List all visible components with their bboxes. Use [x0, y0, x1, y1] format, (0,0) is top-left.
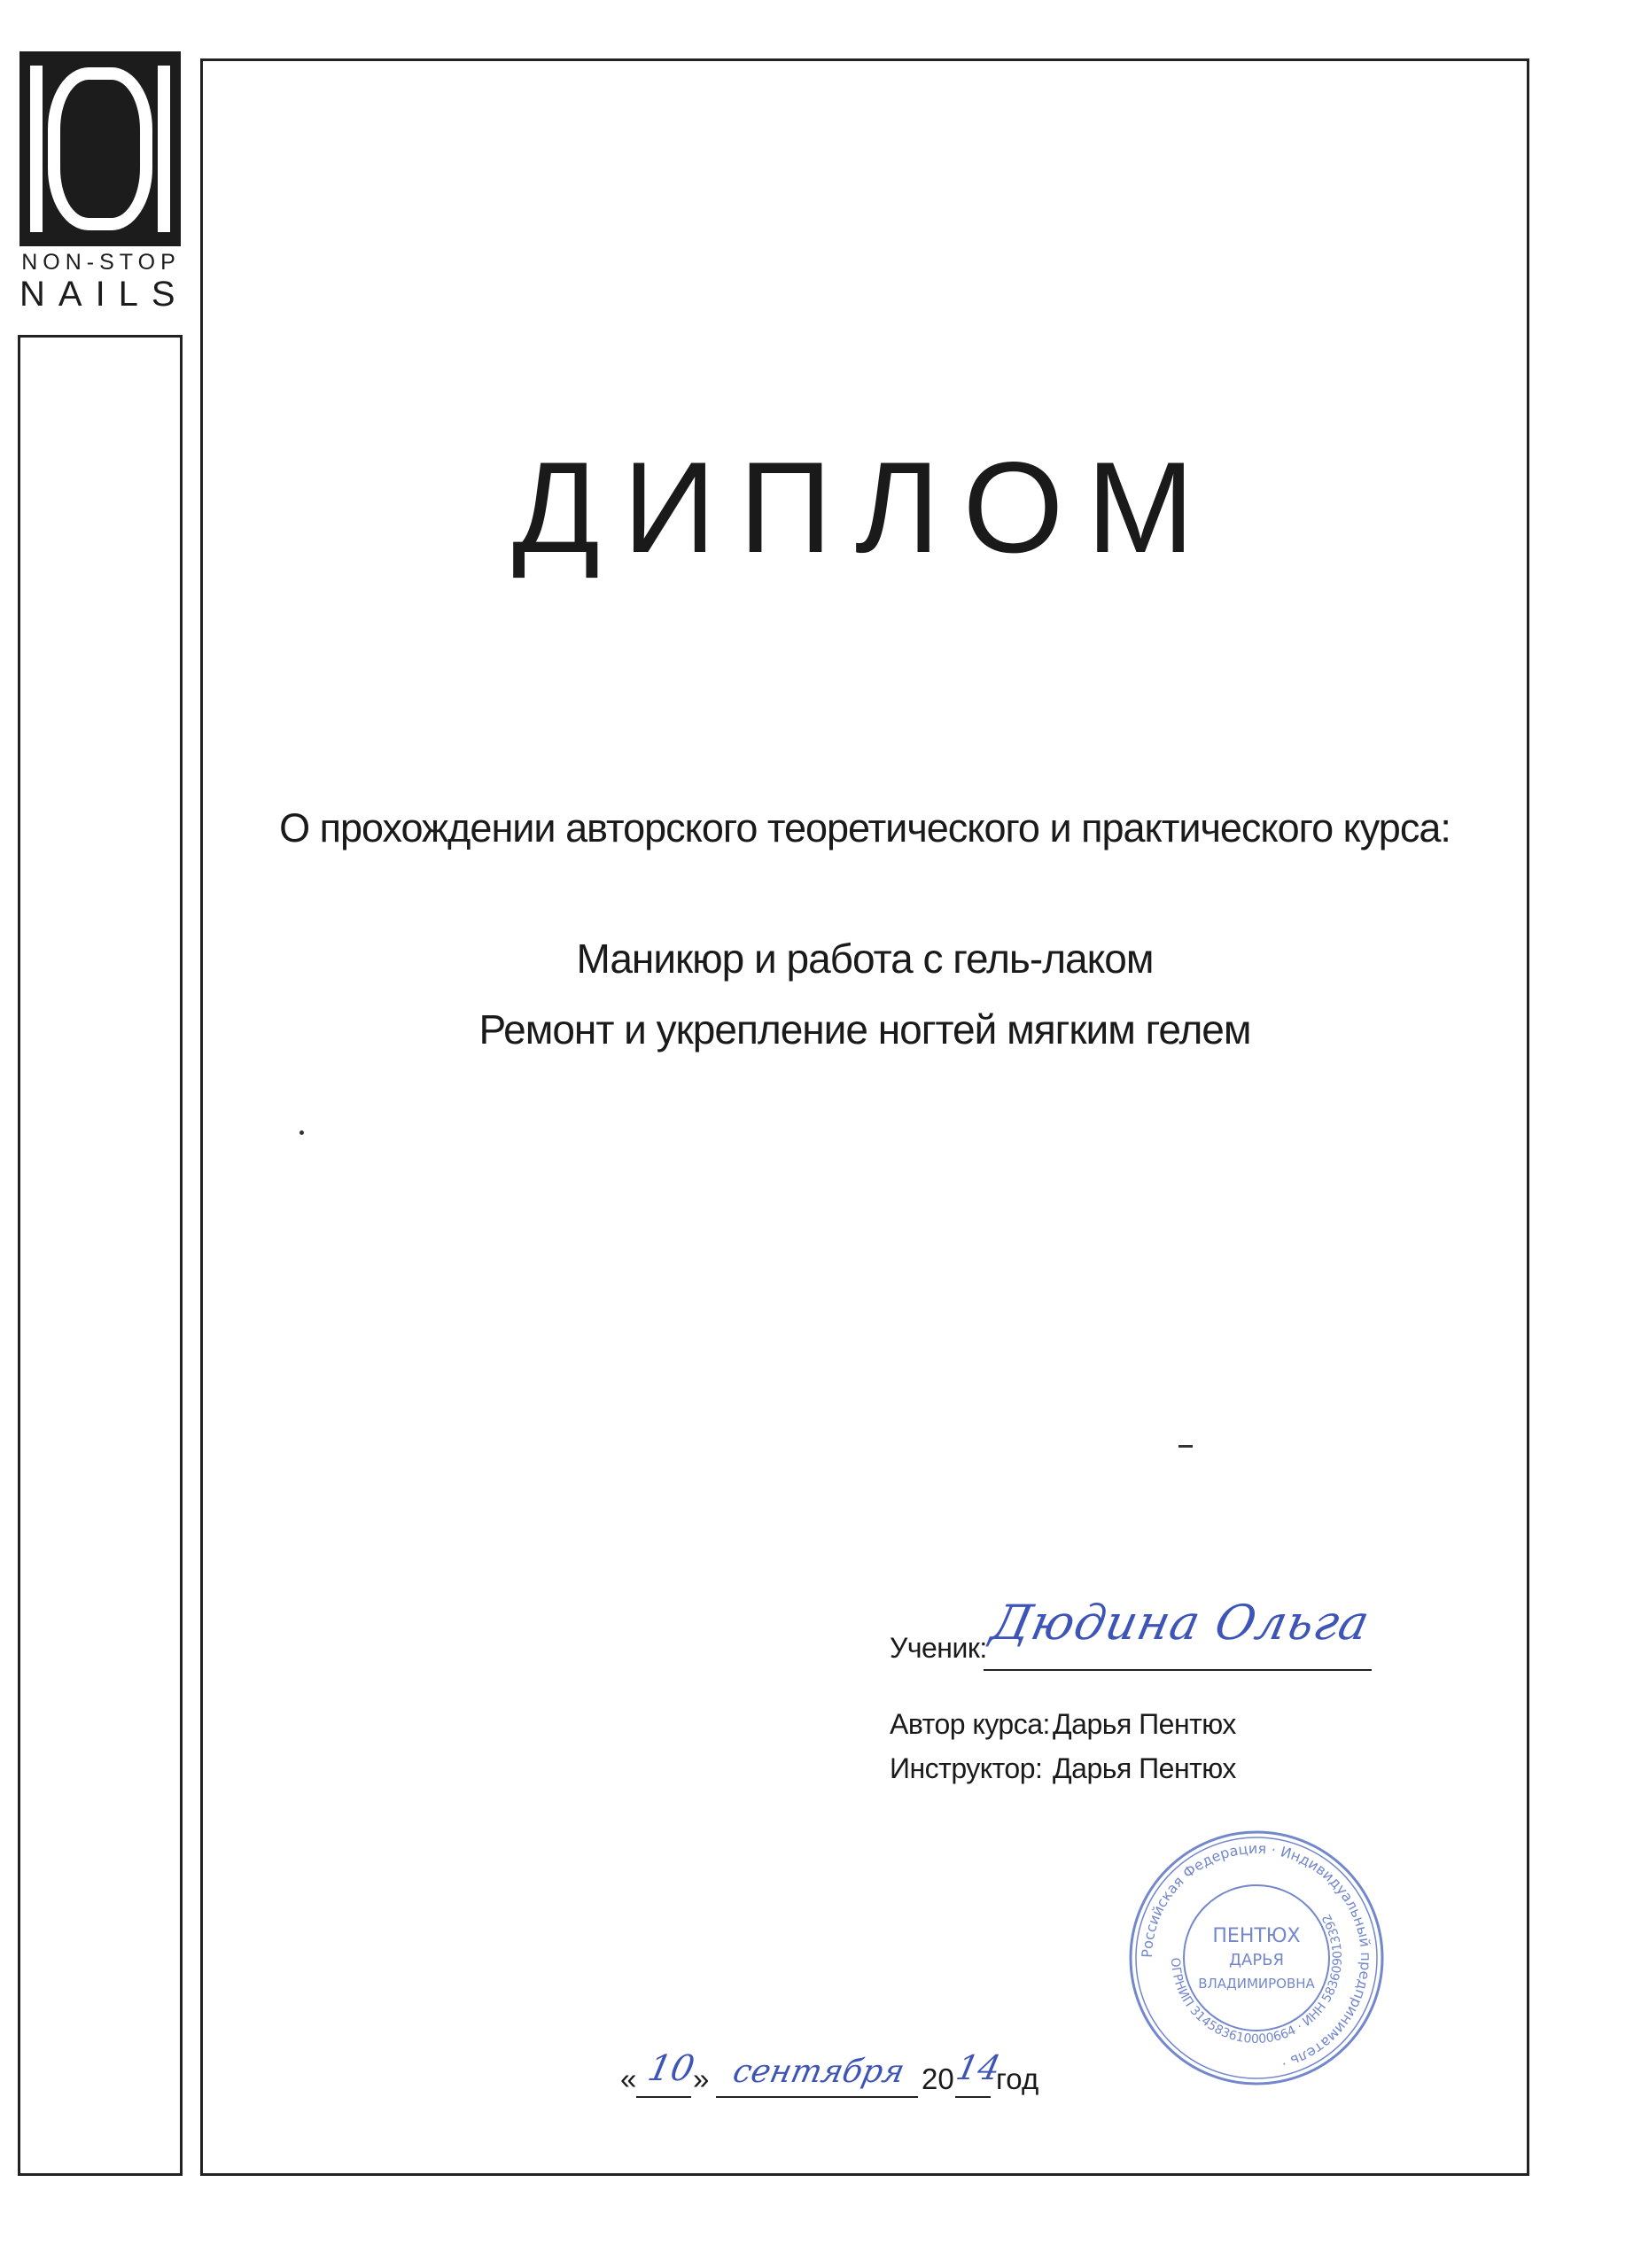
student-signature-line [984, 1669, 1372, 1671]
date-year-suffix: 14 [953, 2048, 1005, 2087]
diploma-title: ДИПЛОМ [512, 435, 1217, 579]
logo-right-bar [158, 66, 170, 232]
date-year-line [955, 2096, 991, 2098]
diploma-subtitle: О прохождении авторского теоретического и практического курса: [279, 805, 1451, 850]
student-signature: Дюдина Ольга [986, 1595, 1375, 1651]
official-stamp [1124, 1825, 1389, 2091]
instructor-label: Инструктор: [890, 1752, 1043, 1784]
author-label: Автор курса: [890, 1708, 1050, 1740]
logo-left-bar [30, 66, 43, 232]
scan-speck [1178, 1445, 1193, 1448]
brand-logo-line1: NON-STOP [21, 250, 181, 275]
course-name-2: Ремонт и укрепление ногтей мягким гелем [478, 1006, 1251, 1052]
date-day-line [636, 2096, 691, 2098]
date-year-word: год [996, 2062, 1039, 2095]
stamp-inner-ring-text: ОГРНИП 314583610000664 · ИНН 583609013392 [1167, 1911, 1346, 2047]
logo-letter-o [48, 67, 152, 230]
side-panel-border [18, 335, 183, 2176]
scan-speck [299, 1130, 304, 1135]
date-day: 10 [644, 2048, 698, 2089]
date-year-prefix: 20 [922, 2062, 954, 2095]
course-name-1: Маникюр и работа с гель-лаком [576, 936, 1154, 982]
student-label: Ученик: [890, 1632, 987, 1664]
author-name: Дарья Пентюх [1053, 1708, 1236, 1740]
date-open-quote: « [620, 2062, 637, 2095]
date-month: сентября [729, 2054, 908, 2090]
stamp-outer-ring-text: Российская Федерация · Индивидуальный предприниматель · [1138, 1839, 1375, 2073]
stamp-center-line2: ДАРЬЯ [1228, 1951, 1285, 1969]
brand-logo-line2: NAILS [19, 275, 189, 314]
date-month-line [716, 2096, 918, 2098]
stamp-center-line3: ВЛАДИМИРОВНА [1198, 1976, 1315, 1992]
stamp-center-line1: ПЕНТЮХ [1212, 1925, 1301, 1947]
instructor-name: Дарья Пентюх [1053, 1752, 1236, 1784]
date-close-quote: » [693, 2062, 710, 2095]
brand-logo-mark [19, 51, 181, 246]
